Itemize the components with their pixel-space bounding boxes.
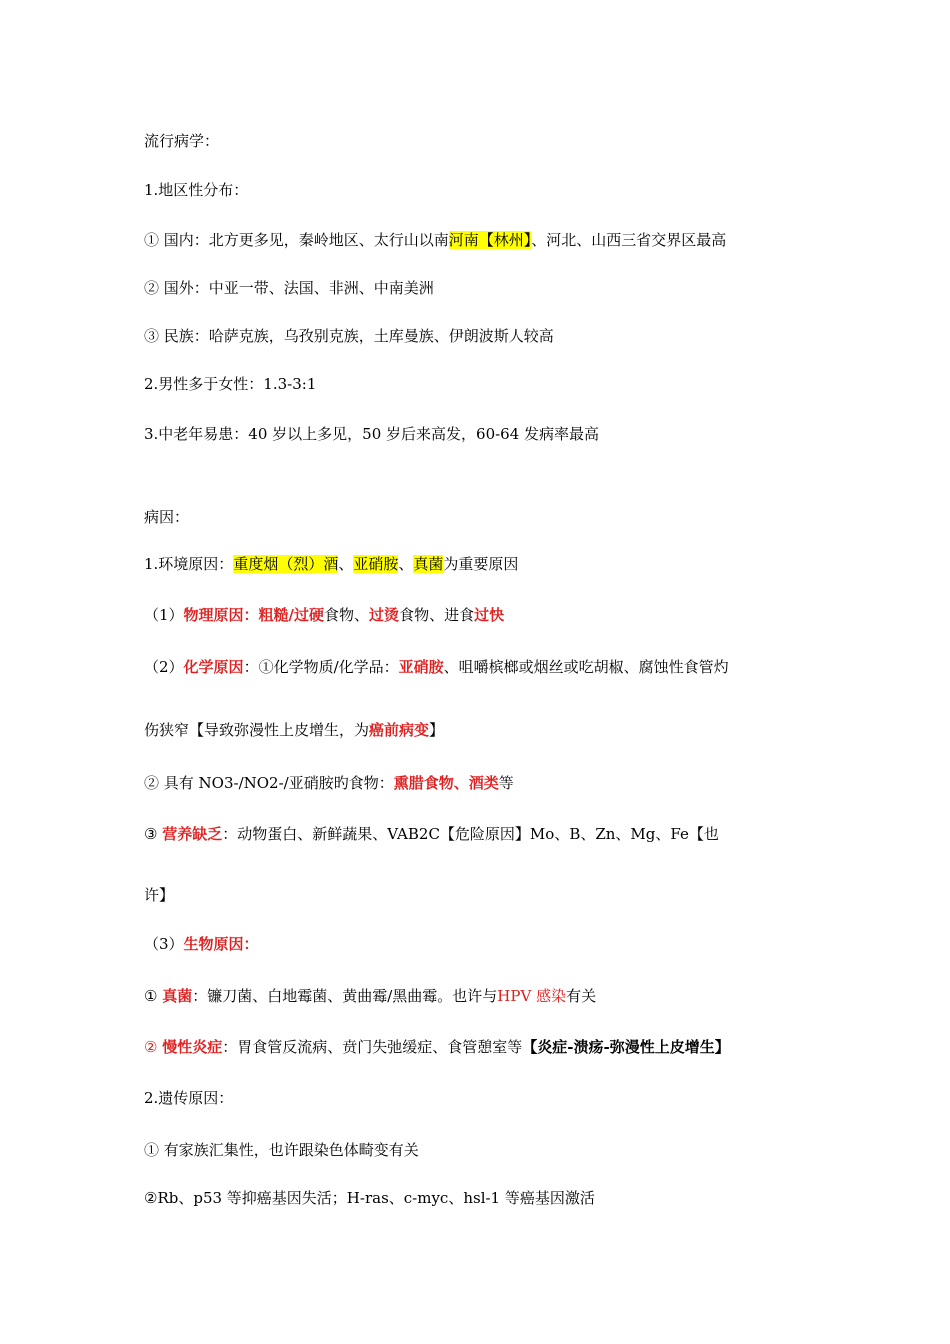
- emphasis: 慢性炎症: [162, 1038, 223, 1056]
- emphasis: 癌前病变: [369, 721, 430, 739]
- text: 有关: [566, 987, 597, 1005]
- emphasis: 营养缺乏: [162, 825, 223, 843]
- emphasis: 化学原因: [183, 658, 244, 676]
- highlight: 真菌: [413, 555, 444, 573]
- epi-line-4: ③ 民族：哈萨克族，乌孜别克族，土库曼族、伊朗波斯人较高: [144, 327, 554, 345]
- emphasis-red: ②: [144, 1038, 158, 1056]
- text: ③: [144, 825, 163, 843]
- cause-line-4: [144, 720, 444, 740]
- text: 、河北、山西三省交界区最高: [531, 231, 727, 249]
- cause-line-3: [144, 657, 729, 677]
- text: ① 国内：北方更多见，秦岭地区、太行山以南: [144, 231, 449, 249]
- text: （3）: [144, 935, 184, 953]
- cause-line-11: 2.遗传原因：: [144, 1089, 234, 1107]
- text: 食物、: [324, 606, 370, 624]
- cause-line-9: [144, 986, 596, 1006]
- emphasis: 熏腊食物、酒类: [393, 774, 499, 792]
- text: 】: [429, 721, 445, 739]
- text: ：①化学物质/化学品：: [243, 658, 399, 676]
- epi-line-5: 2.男性多于女性：1.3-3:1: [144, 375, 317, 393]
- emphasis: 过烫: [369, 606, 400, 624]
- text: 等: [498, 774, 514, 792]
- cause-line-12: ① 有家族汇集性，也许跟染色体畸变有关: [144, 1141, 419, 1159]
- emphasis: 物理原因：粗糙/过硬: [183, 606, 325, 624]
- cause-line-8: [144, 934, 259, 954]
- emphasis: 真菌: [162, 987, 193, 1005]
- emphasis: 生物原因：: [183, 935, 259, 953]
- highlight: 河南【林州】: [448, 231, 532, 249]
- epi-line-1: 1.地区性分布：: [144, 181, 249, 199]
- text: （2）: [144, 658, 184, 676]
- cause-line-13: ②Rb、p53 等抑癌基因失活；H-ras、c-myc、hsl-1 等癌基因激活: [144, 1189, 595, 1207]
- text: 、咀嚼槟榔或烟丝或吃胡椒、腐蚀性食管灼: [443, 658, 729, 676]
- section-title-etiology: 病因：: [144, 508, 190, 526]
- text: （1）: [144, 606, 184, 624]
- text: 、: [338, 555, 354, 573]
- cause-line-7: 许】: [144, 886, 175, 904]
- text: 为重要原因: [443, 555, 519, 573]
- text: 伤狭窄【导致弥漫性上皮增生，为: [144, 721, 370, 739]
- epi-line-2: [144, 230, 726, 250]
- cause-line-10: [144, 1037, 730, 1057]
- section-title-epidemiology: 流行病学：: [144, 132, 220, 150]
- highlight: 重度烟（烈）酒: [233, 555, 339, 573]
- text: ：胃食管反流病、贲门失弛缓症、食管憩室等: [222, 1038, 523, 1056]
- highlight: 亚硝胺: [353, 555, 399, 573]
- cause-line-5: [144, 773, 514, 793]
- epi-line-6: 3.中老年易患：40 岁以上多见，50 岁后来高发，60-64 发病率最高: [144, 425, 600, 443]
- text: 1.环境原因：: [144, 555, 234, 573]
- cause-line-6: [144, 824, 719, 844]
- bold-text: 【炎症-溃疡-弥漫性上皮增生】: [522, 1038, 730, 1056]
- cause-line-2: [144, 605, 504, 625]
- text: ：镰刀菌、白地霉菌、黄曲霉/黑曲霉。也许与: [192, 987, 498, 1005]
- text: ② 具有 NO3-/NO2-/亚硝胺旳食物：: [144, 774, 394, 792]
- text: 食物、进食: [399, 606, 475, 624]
- emphasis-red: HPV 感染: [497, 987, 567, 1005]
- epi-line-3: ② 国外：中亚一带、法国、非洲、中南美洲: [144, 279, 434, 297]
- cause-line-1: [144, 554, 518, 574]
- emphasis: 过快: [474, 606, 505, 624]
- text: 、: [398, 555, 414, 573]
- emphasis: 亚硝胺: [398, 658, 444, 676]
- text: ：动物蛋白、新鲜蔬果、VAB2C【危险原因】Mo、B、Zn、Mg、Fe【也: [222, 825, 719, 843]
- text: ①: [144, 987, 163, 1005]
